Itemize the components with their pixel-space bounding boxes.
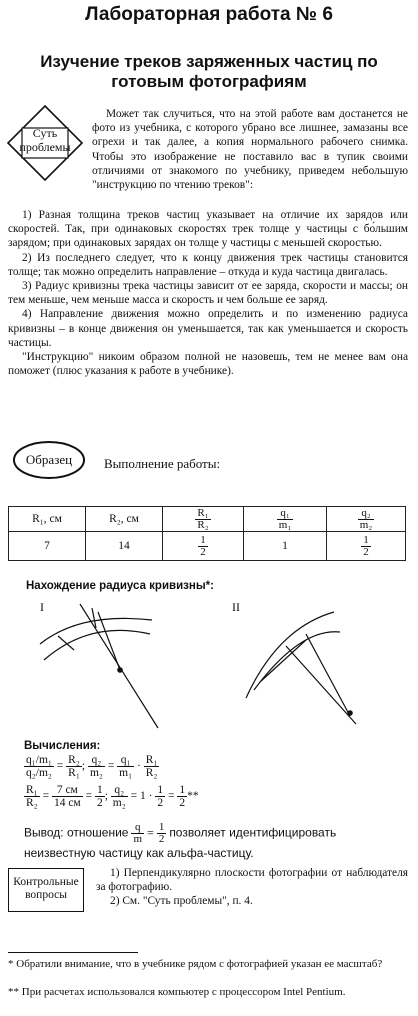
table-header-cell	[244, 507, 327, 532]
frac-num: q₁	[117, 754, 134, 767]
table-header-cell	[327, 507, 406, 532]
frac-num: 7 см	[52, 784, 83, 797]
center-point	[348, 711, 352, 715]
frac-num: q₁	[277, 508, 293, 520]
frac-num: 1	[157, 784, 164, 796]
footnote-1: * Обратили внимание, что в учебнике рядом с фотографией указан ее масштаб?	[8, 958, 383, 970]
frac-den: 2	[363, 545, 369, 558]
table-cell	[327, 532, 406, 561]
conclusion-pre: Вывод: отношение	[24, 825, 129, 840]
answer-1: 1) Перпендикулярно плоскости фотографии от наблюдателя за фотографию.	[96, 867, 408, 894]
table-header-cell: R₂, см	[86, 507, 163, 532]
intro-paragraph: Может так случиться, что на этой работе вам достанется не фото из учебника, с которого убрано все лишнее, замазаны все огрехи и так далее, а копия нормального рабочего снимка. Чтобы это изображение не поставило вас в тупик своими отличиями от знакомого по учебнику, приведем небольшую "инструкцию по чтению треков":	[92, 108, 408, 192]
frac-num: q₁/m₁	[26, 754, 52, 766]
frac-num: R₂	[68, 754, 80, 766]
answer-2: 2) См. "Суть проблемы", п. 4.	[110, 895, 253, 907]
frac-num: q₂	[88, 754, 105, 767]
perpendicular-line	[98, 612, 120, 670]
diagram-label-2: II	[232, 600, 240, 614]
calc-heading: Вычисления:	[24, 740, 101, 752]
instruction-note: "Инструкцию" никоим образом полной не назовешь, тем не менее вам она поможет (плюс указания к работе в учебнике).	[8, 351, 408, 378]
frac-den: R₂	[26, 797, 38, 809]
frac-den: m₂	[89, 767, 103, 779]
frac-den: 2	[179, 797, 186, 809]
frac-den: q₂/m₂	[26, 767, 52, 779]
frac-num: q₂	[111, 784, 128, 797]
frac-num: R₁	[197, 506, 209, 519]
footnote-divider	[8, 952, 138, 953]
frac-num: 1	[200, 533, 206, 546]
frac-den: m₁	[119, 767, 133, 779]
table-row	[9, 532, 406, 561]
curvature-diagrams	[0, 598, 418, 738]
frac-num: 1	[179, 784, 186, 796]
footnote-mark: **	[187, 790, 199, 803]
badge-sample: Образец	[25, 452, 73, 467]
operator: ;	[104, 790, 108, 803]
table-header-cell: R₁, см	[9, 507, 86, 532]
instruction-list	[8, 208, 408, 378]
page-title: Лабораторная работа № 6	[85, 4, 333, 25]
frac-den: R₁	[68, 767, 80, 779]
instruction-point: 1) Разная толщина треков частиц указывает на отличие их зарядов или скоростей. Так, при одинаковых скоростях трек толще у частицы с бо́льшим зарядом; при одинаковых зарядах он толще у частицы с меньшей скоростью.	[8, 209, 408, 250]
frac-den: R₂	[197, 518, 209, 531]
frac-num: q	[131, 822, 144, 834]
table-cell: 1	[244, 532, 327, 561]
instruction-point: 2) Из последнего следует, что к концу движения трек частицы становится толще; так можно определить направление – откуда и куда частица двигалась.	[8, 251, 408, 278]
frac-num: 1	[363, 533, 369, 546]
frac-num: q₂	[358, 508, 374, 520]
radius-heading: Нахождение радиуса кривизны*:	[26, 580, 214, 592]
work-heading: Выполнение работы:	[104, 456, 221, 471]
operator: =	[42, 790, 50, 803]
frac-num: 1	[96, 784, 103, 796]
frac-den: m	[133, 833, 143, 845]
table-header-cell	[163, 507, 244, 532]
frac-den: R₂	[145, 767, 158, 779]
table-header-row	[9, 507, 406, 532]
table-cell: 7	[9, 532, 86, 561]
conclusion-post: позволяет идентифицировать неизвестную частицу как альфа-частицу.	[24, 825, 337, 860]
instruction-point: 4) Направление движения можно определить и по изменению радиуса кривизны – в конце движения он уменьшается, так как уменьшается и скорость частицы.	[8, 308, 408, 349]
diagram-1	[40, 604, 158, 728]
calc-line-1	[24, 754, 159, 779]
table-cell	[163, 532, 244, 561]
frac-den: 14 см	[53, 797, 81, 809]
track-arc	[44, 630, 150, 660]
operator: =	[167, 790, 175, 803]
operator: =	[107, 760, 115, 773]
frac-den: 2	[96, 797, 103, 809]
badge-essence: Суть проблемы	[19, 126, 71, 154]
operator: =	[85, 790, 93, 803]
frac-den: m₁	[278, 518, 292, 531]
frac-den: m₂	[359, 518, 373, 531]
frac-num: R₁	[145, 754, 158, 766]
diagram-2	[246, 612, 356, 724]
frac-den: 2	[158, 833, 165, 845]
instruction-point: 3) Радиус кривизны трека частицы зависит от ее заряда, скорости и массы; он тем меньше, чем меньше масса и скорость и чем больше ее заряд.	[8, 280, 408, 307]
center-point	[118, 668, 122, 672]
frac-den: 2	[157, 797, 164, 809]
badge-questions: Контрольные вопросы	[13, 876, 79, 901]
frac-den: 2	[200, 545, 206, 558]
operator: ·	[137, 760, 141, 773]
frac-num: 1	[158, 821, 165, 833]
conclusion	[24, 822, 408, 861]
operator: ;	[81, 760, 86, 773]
perpendicular-line	[286, 646, 356, 724]
operator: = 1 ·	[130, 790, 153, 803]
frac-den: m₂	[112, 797, 126, 809]
page-subtitle: Изучение треков заряженных частиц по готовым фотографиям	[40, 52, 378, 91]
footnote-2: ** При расчетах использовался компьютер с процессором Intel Pentium.	[8, 986, 346, 998]
operator: =	[147, 825, 154, 840]
results-table	[8, 506, 406, 561]
calc-line-2	[24, 784, 199, 809]
operator: =	[56, 760, 64, 773]
frac-num: R₁	[26, 784, 38, 796]
diagram-label-1: I	[40, 600, 44, 614]
table-cell: 14	[86, 532, 163, 561]
